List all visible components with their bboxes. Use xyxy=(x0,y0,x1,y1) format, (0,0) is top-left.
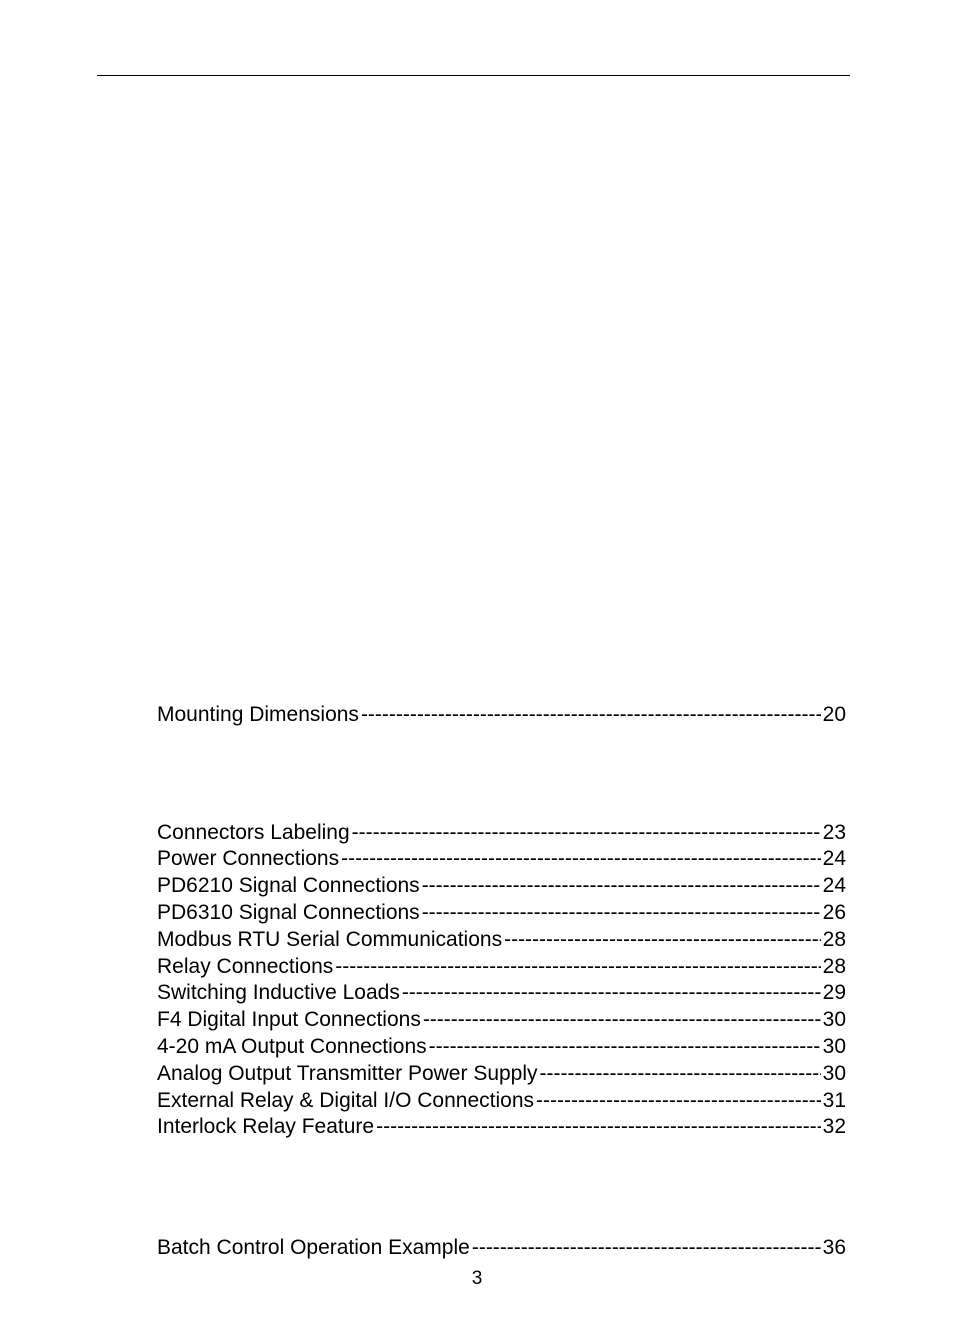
page-number: 3 xyxy=(471,1268,483,1289)
header-rule xyxy=(97,75,850,76)
toc-entry-title: Analog Output Transmitter Power Supply xyxy=(157,1062,538,1085)
toc-entry-page: 36 xyxy=(822,1236,846,1259)
toc-dot-leader xyxy=(335,954,820,980)
toc-entry-page: 30 xyxy=(822,1035,846,1058)
toc-entry-page: 26 xyxy=(822,901,846,924)
toc-entry-title: Batch Control Operation Example xyxy=(157,1236,470,1259)
toc-entry-page: 29 xyxy=(822,981,846,1004)
toc-entry-page: 20 xyxy=(822,703,846,726)
toc-entry-title: Interlock Relay Feature xyxy=(157,1115,375,1138)
toc-dot-leader xyxy=(536,1088,821,1114)
toc-entry-title: PD6210 Signal Connections xyxy=(157,874,420,897)
toc-entry-title: Power Connections xyxy=(157,847,340,870)
toc-entry-title: F4 Digital Input Connections xyxy=(157,1008,421,1031)
toc-entry xyxy=(157,980,846,1006)
toc-dot-leader xyxy=(422,873,821,899)
toc-entry xyxy=(157,1061,846,1087)
toc-dot-leader xyxy=(504,927,821,953)
toc-entry xyxy=(157,702,846,728)
toc-dot-leader xyxy=(540,1061,821,1087)
toc-entry xyxy=(157,1088,846,1114)
toc-entry xyxy=(157,1007,846,1033)
toc-entry-title: Modbus RTU Serial Communications xyxy=(157,928,503,951)
toc-entry xyxy=(157,820,846,846)
toc-entry xyxy=(157,873,846,899)
toc-entry-title: External Relay & Digital I/O Connections xyxy=(157,1089,535,1112)
toc-entry-title: Relay Connections xyxy=(157,955,334,978)
toc-entry-title: Connectors Labeling xyxy=(157,821,350,844)
toc-entry-page: 24 xyxy=(822,847,846,870)
toc-entry-page: 30 xyxy=(822,1062,846,1085)
toc-entry-page: 31 xyxy=(822,1089,846,1112)
toc-entry-page: 30 xyxy=(822,1008,846,1031)
toc-dot-leader xyxy=(341,846,821,872)
toc-entry xyxy=(157,1034,846,1060)
toc-entry-title: Mounting Dimensions xyxy=(157,703,359,726)
toc-entry xyxy=(157,1114,846,1140)
toc-dot-leader xyxy=(422,900,821,926)
toc-entry-title: PD6310 Signal Connections xyxy=(157,901,420,924)
toc-entry-page: 24 xyxy=(822,874,846,897)
toc-entry xyxy=(157,900,846,926)
toc-entry xyxy=(157,846,846,872)
toc-entry xyxy=(157,927,846,953)
toc-dot-leader xyxy=(361,702,821,728)
toc-entry-title: 4-20 mA Output Connections xyxy=(157,1035,427,1058)
toc-entry xyxy=(157,1235,846,1261)
toc-dot-leader xyxy=(472,1235,821,1261)
toc-entry-page: 28 xyxy=(822,955,846,978)
toc-entry-page: 28 xyxy=(822,928,846,951)
toc-dot-leader xyxy=(429,1034,821,1060)
toc-entry-title: Switching Inductive Loads xyxy=(157,981,400,1004)
toc-entry xyxy=(157,954,846,980)
toc-dot-leader xyxy=(423,1007,821,1033)
toc-dot-leader xyxy=(402,980,821,1006)
toc-entry-page: 32 xyxy=(822,1115,846,1138)
toc-dot-leader xyxy=(352,820,821,846)
toc-dot-leader xyxy=(376,1114,821,1140)
toc-entry-page: 23 xyxy=(822,821,846,844)
